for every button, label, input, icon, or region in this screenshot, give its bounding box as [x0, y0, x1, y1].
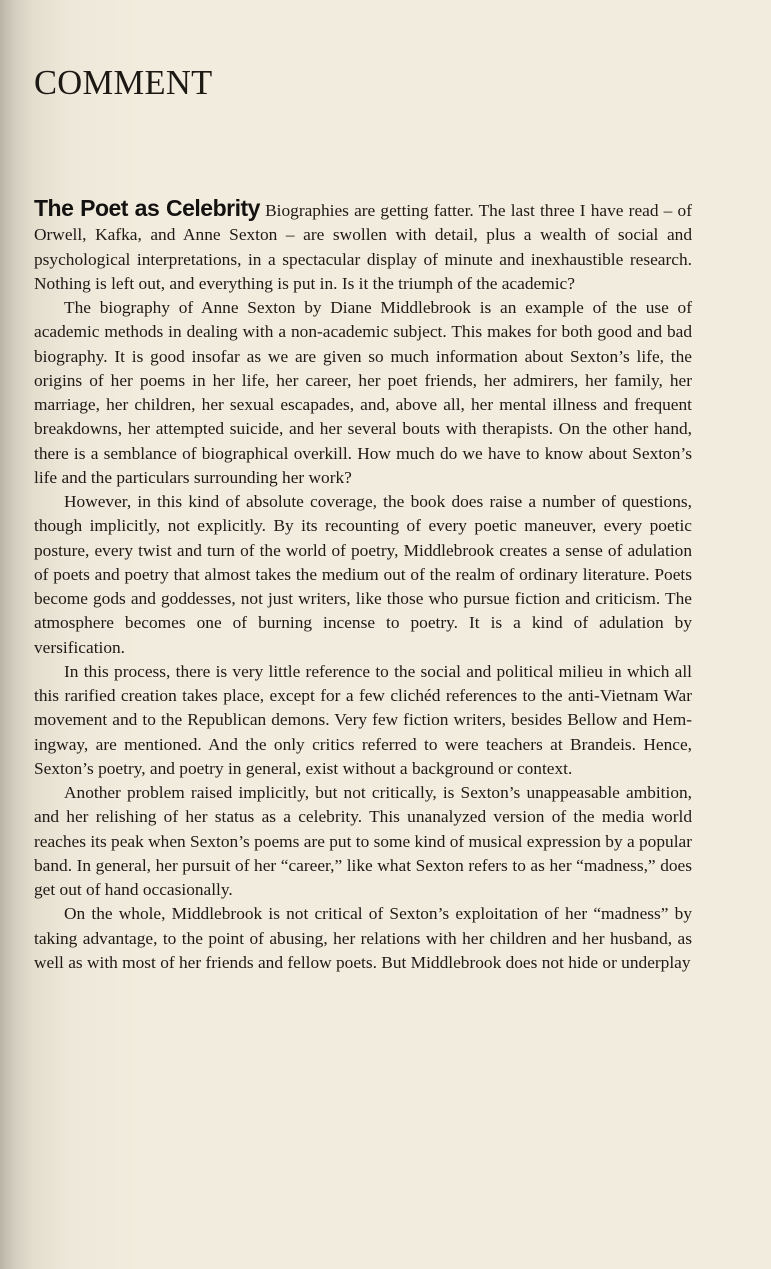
- paragraph-5: Another problem raised implicitly, but not critically, is Sexton’s unappeasable ambition, and her relishing of her status as a celebrity. This unanalyzed version of the media world reaches its peak when Sexton’s poems are put to some kind of musical expression by a popular band. In general, her pursuit of her “career,” like what Sexton refers to as her “madness,” does get out of hand occasionally.: [34, 783, 692, 899]
- paragraph-2: The biography of Anne Sexton by Diane Middlebrook is an example of the use of academic methods in dealing with a non-academic subject. This makes for both good and bad biography. It is good insofar as we are given so much information about Sexton’s life, the origins of her poems in her life, her career, her poet friends, her admirers, her family, her marriage, her children, her sexual escapades, and, above all, her mental illness and frequent breakdowns, her attempted suicide, and her several bouts with therapists. On the other hand, there is a semblance of biographical overkill. How much do we have to know about Sexton’s life and the particulars surrounding her work?: [34, 298, 692, 487]
- section-heading: COMMENT: [34, 64, 213, 102]
- paragraph-3: However, in this kind of absolute coverage, the book does raise a number of questions, though implicitly, not explicitly. By its recounting of every poetic maneuver, every poetic posture, every twist and turn of the world of poetry, Middlebrook creates a sense of adulation of poets and poetry that almost takes the medium out of the realm of ordinary literature. Poets become gods and goddesses, not just writers, like those who pursue fiction and criticism. The atmosphere becomes one of burning incense to poetry. It is a kind of adulation by versification.: [34, 492, 692, 657]
- lead-paragraph: [34, 196, 692, 296]
- paragraph-4: In this process, there is very little reference to the social and political milieu in which all this rarified creation takes place, except for a few clichéd references to the anti-Vietnam War movement and to the Republican demons. Very few fiction writers, besides Bellow and Hemingway, are mentioned. And the only critics referred to were teachers at Brandeis. Hence, Sexton’s poetry, and poetry in general, exist without a background or context.: [34, 661, 692, 778]
- lead-text: Biographies are getting fatter. The last three I have read – of Orwell, Kafka, and Anne Sexton – are swollen with detail, plus a wealth of social and psychological interpretations, in a spectacular display of minute and inexhaustible research. Nothing is left out, and everything is put in. Is it the triumph of the academic?: [34, 201, 692, 293]
- paragraph-6: On the whole, Middlebrook is not critical of Sexton’s exploitation of her “madness” by taking advantage, to the point of abusing, her relations with her children and her husband, as well as with most of her friends and fellow poets. But Middlebrook does not hide or underplay: [34, 904, 692, 972]
- article-title: The Poet as Celebrity: [34, 195, 260, 221]
- article-body: [34, 196, 692, 975]
